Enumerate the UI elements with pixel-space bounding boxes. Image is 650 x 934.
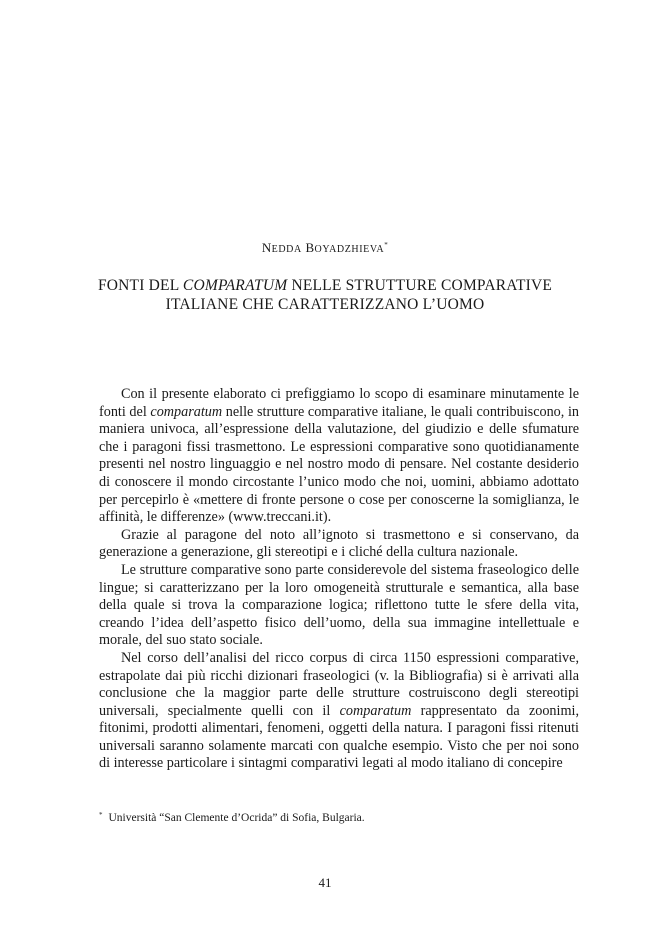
page-number: 41 xyxy=(318,875,332,890)
paragraph-3: Le strutture comparative sono parte considerevole del sistema fraseologico delle lingue; si caratterizzano per la loro omogeneità strutturale e semantica, alla base della quale si trova la comparazione logica; riflettono tutte le sfere della vita, creando l’idea dell’aspetto fisico dell’uomo, della sua immagine intellettuale e morale, del suo stato sociale. xyxy=(99,561,579,649)
author-name: NEDDA BOYADZHIEVA* xyxy=(261,240,389,255)
paragraph-4: Nel corso dell’analisi del ricco corpus di circa 1150 espressioni comparative, estrapolate dai più ricchi dizionari fraseologici (v. la Bibliografia) si è arrivati alla conclusione che la maggior parte delle strutture costruiscono degli stereotipi universali, specialmente quelli con il comparatum rappresentato da zoonimi, fitonimi, prodotti alimentari, fenomeni, oggetti della natura. I paragoni fissi ritenuti universali saranno solamente marcati con qualche esempio. Visto che per noi sono di interesse particolare i sintagmi comparativi legati al modo italiano di concepire xyxy=(99,649,579,772)
title-line-2: ITALIANE CHE CARATTERIZZANO L’UOMO xyxy=(165,296,485,313)
article-title xyxy=(60,276,590,314)
footnote-mark: * xyxy=(384,241,389,249)
paragraph-1: Con il presente elaborato ci prefiggiamo lo scopo di esaminare minutamente le fonti del comparatum nelle strutture comparative italiane, le quali contribuiscono, in maniera univoca, all’espressione della valutazione, del giudizio e delle sfumature che i paragoni fissi trasmettono. Le espressioni comparative sono quotidianamente presenti nel nostro linguaggio e nel nostro modo di pensare. Nel costante desiderio di conoscere il mondo circostante l’unico modo che noi, uomini, abbiamo adottato per percepirlo è «mettere di fronte persone o cose per conoscerne la somiglianza, le affinità, le differenze» (www.treccani.it). xyxy=(99,386,579,526)
body-text xyxy=(99,386,579,773)
paragraph-2: Grazie al paragone del noto all’ignoto si trasmettono e si conservano, da generazione a generazione, gli stereotipi e i cliché della cultura nazionale. xyxy=(99,526,579,561)
title-line-1: FONTI DEL COMPARATUM NELLE STRUTTURE COMPARATIVE xyxy=(97,277,553,294)
footnote: * Università “San Clemente d’Ocrida” di Sofia, Bulgaria. xyxy=(99,811,365,824)
